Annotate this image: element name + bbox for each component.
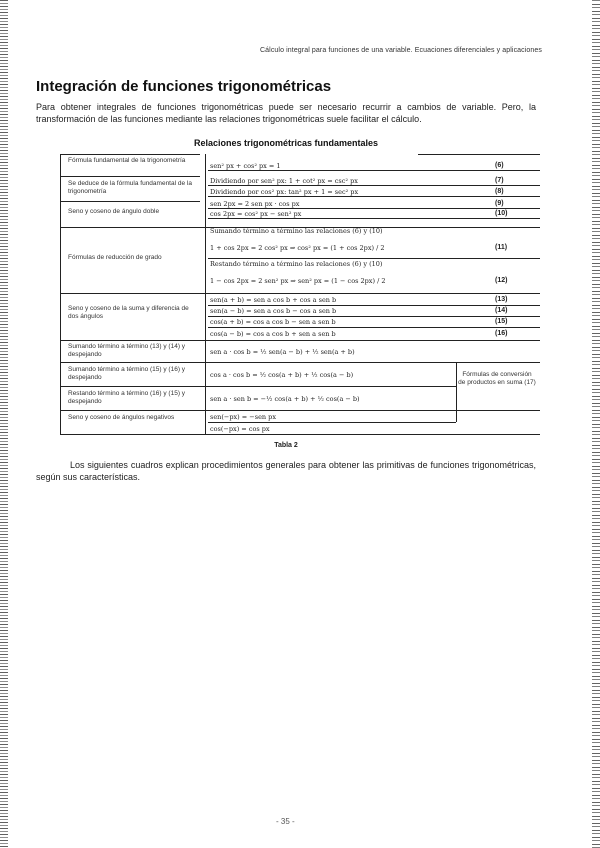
conversion-note: Fórmulas de conversión de productos en suma (17) [458,371,536,386]
formula: 1 − cos 2px = 2 sen² px ⇒ sen² px = (1 − cos 2px) / 2 [210,277,386,285]
table-rule [208,422,456,423]
group-description: Seno y coseno de ángulos negativos [68,414,175,421]
equation-number: (6) [495,162,504,169]
section-title: Integración de funciones trigonométricas [36,78,332,95]
formula: sen a · cos b = ½ sen(a − b) + ½ sen(a + b) [210,348,355,356]
trig-relations-table [60,150,540,440]
table-rule [208,218,540,219]
table-rule [208,196,540,197]
table-rule [60,154,200,155]
formula: 1 + cos 2px = 2 cos² px ⇒ cos² px = (1 + cos 2px) / 2 [210,244,385,252]
formula: sen a · sen b = −½ cos(a + b) + ½ cos(a − b) [210,395,360,403]
table-rule [208,316,540,317]
formula: Dividiendo por cos² px: tan² px + 1 = sec² px [210,188,359,196]
group-description: Restando término a término (16) y (15) y despejando [68,390,186,405]
equation-number: (13) [495,296,508,303]
table-rule [208,170,540,171]
equation-number: (7) [495,177,504,184]
equation-number: (8) [495,188,504,195]
table-rule [418,154,540,155]
table-rule [60,410,540,411]
table-rule [208,258,540,259]
intro-paragraph: Para obtener integrales de funciones trigonométricas puede ser necesario recurrir a cambios de variable. Pero, la transformación de las funciones mediante las relaciones trigonométricas suele facilitar el cálculo. [36,102,536,124]
formula: sen(a + b) = sen a cos b + cos a sen b [210,296,337,304]
formula: Dividiendo por sen² px: 1 + cot² px = csc² px [210,177,358,185]
table-rule [60,201,200,202]
group-description: Fórmula fundamental de la trigonometría [68,157,186,164]
group-description: Fórmulas de reducción de grado [68,254,162,261]
table-rule [208,208,540,209]
group-description: Seno y coseno de ángulo doble [68,208,160,215]
formula: Restando término a término las relaciones (6) y (10) [210,260,383,268]
table-rule [60,362,540,363]
equation-number: (12) [495,277,508,284]
formula: sen² px + cos² px = 1 [210,162,281,170]
table-title: Relaciones trigonométricas fundamentales [193,138,379,148]
equation-number: (16) [495,330,508,337]
equation-number: (14) [495,307,508,314]
formula: cos(a + b) = cos a cos b − sen a sen b [210,318,336,326]
table-rule [60,386,456,387]
formula: cos(−px) = cos px [210,425,270,433]
table-rule [60,434,540,435]
table-rule [60,154,61,434]
outro-paragraph: Los siguientes cuadros explican procedimientos generales para obtener las primitivas de funciones trigonométricas, según sus características. [36,460,536,482]
formula: Sumando término a término las relaciones (6) y (10) [210,227,383,235]
table-rule [456,362,457,422]
table-rule [60,340,540,341]
formula: cos(a − b) = cos a cos b + sen a sen b [210,330,336,338]
formula: sen 2px = 2 sen px · cos px [210,200,300,208]
formula: cos a · cos b = ½ cos(a + b) + ½ cos(a − b) [210,371,354,379]
running-header: Cálculo integral para funciones de una variable. Ecuaciones diferenciales y aplicaciones [260,47,542,54]
formula: sen(−px) = −sen px [210,413,276,421]
equation-number: (9) [495,200,504,207]
equation-number: (15) [495,318,508,325]
group-description: Sumando término a término (13) y (14) y despejando [68,343,186,358]
scan-edge-left [0,0,8,848]
group-description: Seno y coseno de la suma y diferencia de dos ángulos [68,305,189,320]
formula: cos 2px = cos² px − sen² px [210,210,302,218]
table-rule [60,293,540,294]
table-rule [205,154,206,434]
scan-edge-right [592,0,600,848]
table-rule [208,185,540,186]
table-caption: Tabla 2 [274,442,298,449]
table-rule [208,327,540,328]
table-rule [60,176,200,177]
equation-number: (10) [495,210,508,217]
group-description: Sumando término a término (15) y (16) y despejando [68,366,186,381]
group-description: Se deduce de la fórmula fundamental de la trigonometría [68,180,192,195]
formula: sen(a − b) = sen a cos b − cos a sen b [210,307,337,315]
table-rule [208,305,540,306]
equation-number: (11) [495,244,508,251]
page-number: - 35 - [276,817,295,826]
